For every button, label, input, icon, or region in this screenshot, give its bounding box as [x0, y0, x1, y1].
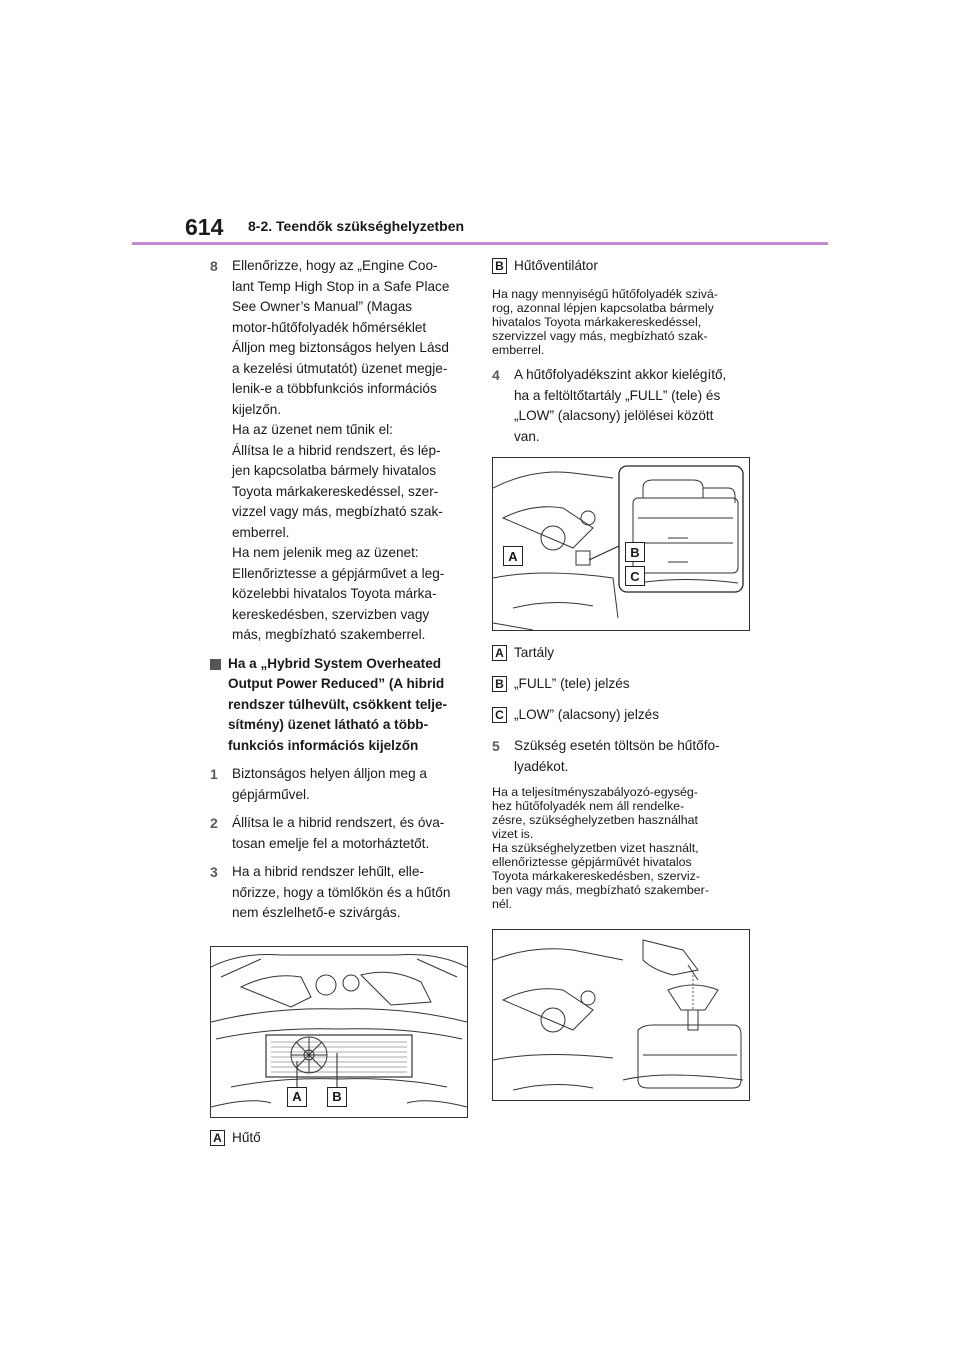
coolant-reservoir-drawing — [493, 458, 749, 630]
legend-badge: B — [492, 676, 507, 692]
page-number: 614 — [185, 214, 224, 240]
radiator-illustration — [210, 946, 468, 1118]
right-column — [492, 256, 758, 1101]
legend-text: „LOW” (alacsony) jelzés — [514, 707, 660, 722]
legend-badge: B — [492, 258, 507, 274]
subsection-heading: Ha a „Hybrid System Overheated Output Power Reduced” (A hibrid rendszer túlhevült, csökkent telje- sítmény) üzenet látható a több- funkciós információs kijelzőn — [210, 654, 472, 757]
leak-note: Ha nagy mennyiségű hűtőfolyadék szivá- rog, azonnal lépjen kapcsolatba bármely hivatalos Toyota márkakereskedéssel, szervizzel vagy más, megbízható szak- emberrel. — [492, 287, 718, 357]
step-3: 3 Ha a hibrid rendszer lehűlt, elle- nőrizze, hogy a tömlőkön és a hűtőn nem észlelhető-e szivárgás. — [210, 864, 451, 920]
legend-item-a — [492, 643, 758, 663]
step-number: 4 — [492, 367, 500, 383]
step-4: 4 A hűtőfolyadékszint akkor kielégítő, ha a feltöltőtartály „FULL” (tele) és „LOW” (alacsony) jelölései között van. — [492, 367, 727, 444]
water-note: Ha a teljesítményszabályozó-egység- hez hűtőfolyadék nem áll rendelke- zésre, szükséghelyzetben használhat vizet is. Ha szükséghelyzetben vizet használt, ellenőriztesse gépjárművét hivatalos Toyota márkakereskedésben, szerviz- ben vagy más, megbízható szakember- nél. — [492, 785, 709, 911]
refill-illustration — [492, 929, 750, 1101]
callout-a: A — [503, 546, 523, 566]
step-number: 2 — [210, 815, 218, 831]
legend-item-c — [492, 705, 758, 725]
step-1: 1 Biztonságos helyen álljon meg a gépjárművel. — [210, 766, 427, 802]
coolant-refill-drawing — [493, 930, 749, 1100]
legend-text: Hűtőventilátor — [514, 258, 598, 273]
step-5: 5 Szükség esetén töltsön be hűtőfo- lyadékot. — [492, 738, 720, 774]
legend-item-a — [210, 1128, 472, 1148]
heading-square-icon — [210, 659, 221, 670]
step-8 — [210, 256, 472, 646]
callout-b: B — [327, 1087, 347, 1107]
step-number: 8 — [210, 258, 218, 274]
callout-a: A — [287, 1087, 307, 1107]
legend-text: „FULL” (tele) jelzés — [514, 676, 630, 691]
step-8-text: Ellenőrizze, hogy az „Engine Coo- lant Temp High Stop in a Safe Place See Owner’s Manual” (Magas motor-hűtőfolyadék hőmérséklet Álljon meg biztonságos helyen Lásd a kezelési útmutatót) üzenet megje- lenik-e a többfunkciós információs kijelzőn. Ha az üzenet nem tűnik el: Állítsa le a hibrid rendszert, és lép- jen kapcsolatba bármely hivatalos Toyota márkakereskedéssel, szer- vizzel vagy más, megbízható szak- emberrel. Ha nem jelenik meg az üzenet: Ellenőriztesse a gépjárművet a leg- közelebbi hivatalos Toyota márka- kereskedésben, szervizben vagy más, megbízható szakemberrel. — [232, 258, 450, 642]
legend-badge: A — [492, 645, 507, 661]
step-number: 5 — [492, 738, 500, 754]
callout-c: C — [625, 566, 645, 586]
legend-text: Tartály — [514, 645, 555, 660]
legend-text: Hűtő — [232, 1129, 261, 1145]
step-number: 3 — [210, 864, 218, 880]
step-number: 1 — [210, 766, 218, 782]
header-divider — [132, 242, 828, 245]
legend-item-b — [492, 674, 758, 694]
reservoir-illustration — [492, 457, 750, 631]
section-title: 8-2. Teendők szükséghelyzetben — [248, 218, 465, 234]
legend-badge: C — [492, 707, 507, 723]
legend-item-b — [492, 256, 758, 276]
callout-b: B — [625, 542, 645, 562]
step-2: 2 Állítsa le a hibrid rendszert, és óva- tosan emelje fel a motorháztetőt. — [210, 815, 445, 851]
legend-badge: A — [210, 1130, 225, 1146]
left-column — [210, 256, 472, 1159]
